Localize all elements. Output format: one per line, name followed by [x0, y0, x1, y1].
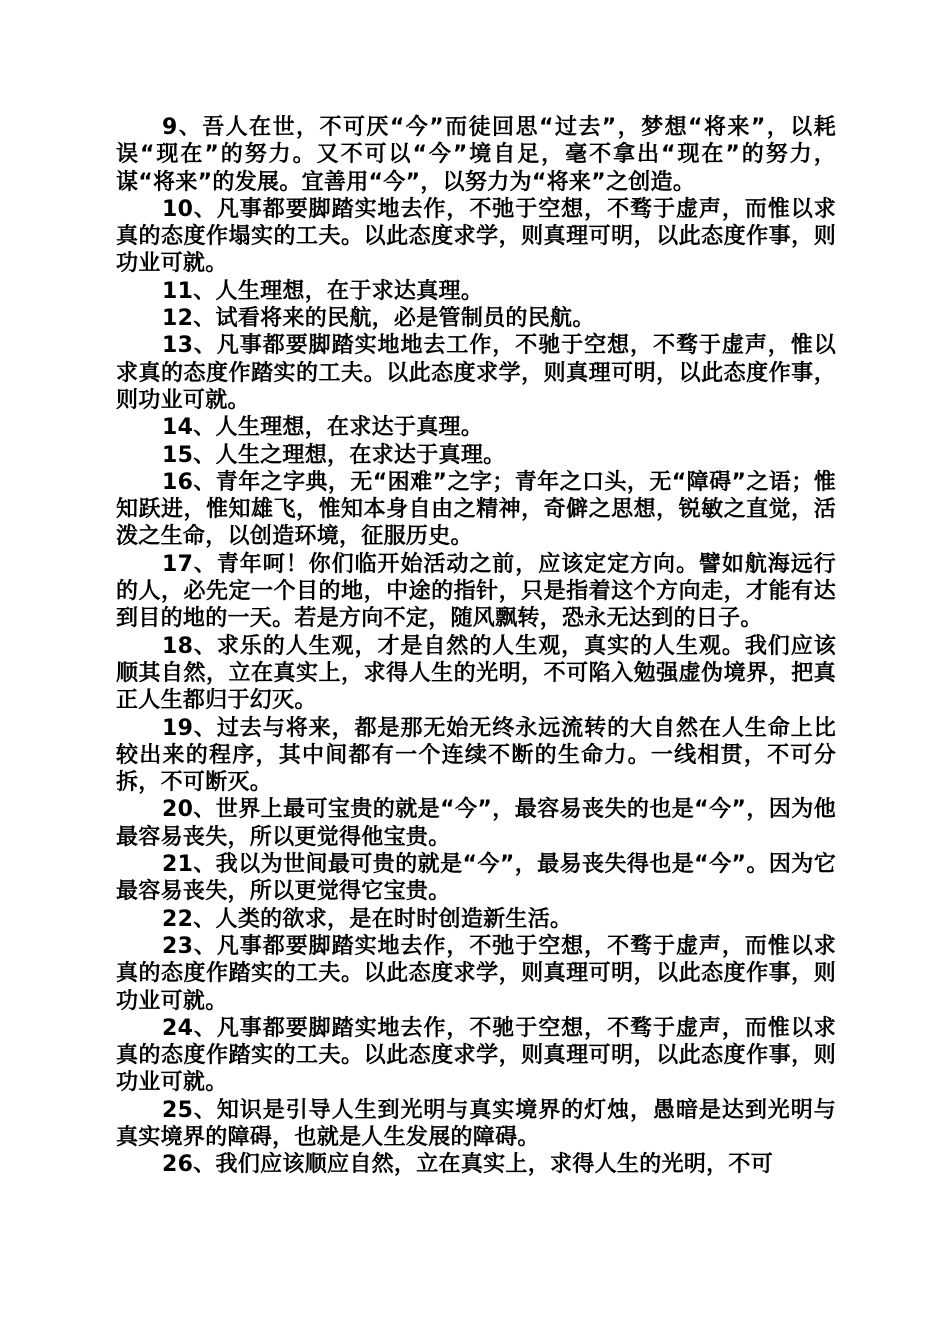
paragraph-25: 25、知识是引导人生到光明与真实境界的灯烛，愚暗是达到光明与真实境界的障碍，也就是人生发展的障碍。 [116, 1097, 836, 1150]
paragraph-21: 21、我以为世间最可贵的就是“今”，最易丧失得也是“今”。因为它最容易丧失，所以更觉得它宝贵。 [116, 852, 836, 905]
paragraph-16: 16、青年之字典，无“困难”之字；青年之口头，无“障碍”之语；惟知跃进，惟知雄飞，惟知本身自由之精神，奇僻之思想，锐敏之直觉，活泼之生命，以创造环境，征服历史。 [116, 469, 836, 550]
document-body [116, 114, 836, 1179]
paragraph-13: 13、凡事都要脚踏实地地去工作，不驰于空想，不骛于虚声，惟以求真的态度作踏实的工夫。以此态度求学，则真理可明，以此态度作事，则功业可就。 [116, 333, 836, 413]
paragraph-14: 14、人生理想，在求达于真理。 [162, 415, 484, 441]
paragraph-23: 23、凡事都要脚踏实地去作，不弛于空想，不骛于虚声，而惟以求真的态度作踏实的工夫。以此态度求学，则真理可明，以此态度作事，则功业可就。 [116, 933, 836, 1014]
paragraph-22: 22、人类的欲求，是在时时创造新生活。 [162, 906, 573, 932]
paragraph-20: 20、世界上最可宝贵的就是“今”，最容易丧失的也是“今”，因为他最容易丧失，所以更觉得他宝贵。 [116, 797, 836, 850]
paragraph-18: 18、求乐的人生观，才是自然的人生观，真实的人生观。我们应该顺其自然，立在真实上，求得人生的光明，不可陷入勉强虚伪境界，把真正人生都归于幻灭。 [116, 633, 836, 714]
paragraph-19: 19、过去与将来，都是那无始无终永远流转的大自然在人生命上比较出来的程序，其中间都有一个连续不断的生命力。一线相贯，不可分拆，不可断灭。 [116, 715, 836, 796]
paragraph-26: 26、我们应该顺应自然，立在真实上，求得人生的光明，不可 [162, 1152, 774, 1178]
paragraph-11: 11、人生理想，在于求达真理。 [162, 278, 484, 304]
paragraph-17: 17、青年呵！你们临开始活动之前，应该定定方向。譬如航海远行的人，必先定一个目的地，中途的指针，只是指着这个方向走，才能有达到目的地的一天。若是方向不定，随风飘转，恐永无达到的日子。 [116, 551, 836, 632]
paragraph-15: 15、人生之理想，在求达于真理。 [162, 442, 506, 468]
paragraph-10: 10、凡事都要脚踏实地去作，不弛于空想，不骛于虚声，而惟以求真的态度作塌实的工夫。以此态度求学，则真理可明，以此态度作事，则功业可就。 [116, 196, 836, 277]
paragraph-12: 12、试看将来的民航，必是管制员的民航。 [162, 306, 595, 332]
paragraph-24: 24、凡事都要脚踏实地去作，不驰于空想，不骛于虚声，而惟以求真的态度作踏实的工夫。以此态度求学，则真理可明，以此态度作事，则功业可就。 [116, 1015, 836, 1096]
paragraph-9: 9、吾人在世，不可厌“今”而徒回思“过去”，梦想“将来”，以耗误“现在”的努力。又不可以“今”境自足，毫不拿出“现在”的努力，谋“将来”的发展。宜善用“今”，以努力为“将来”之创造。 [116, 115, 836, 195]
